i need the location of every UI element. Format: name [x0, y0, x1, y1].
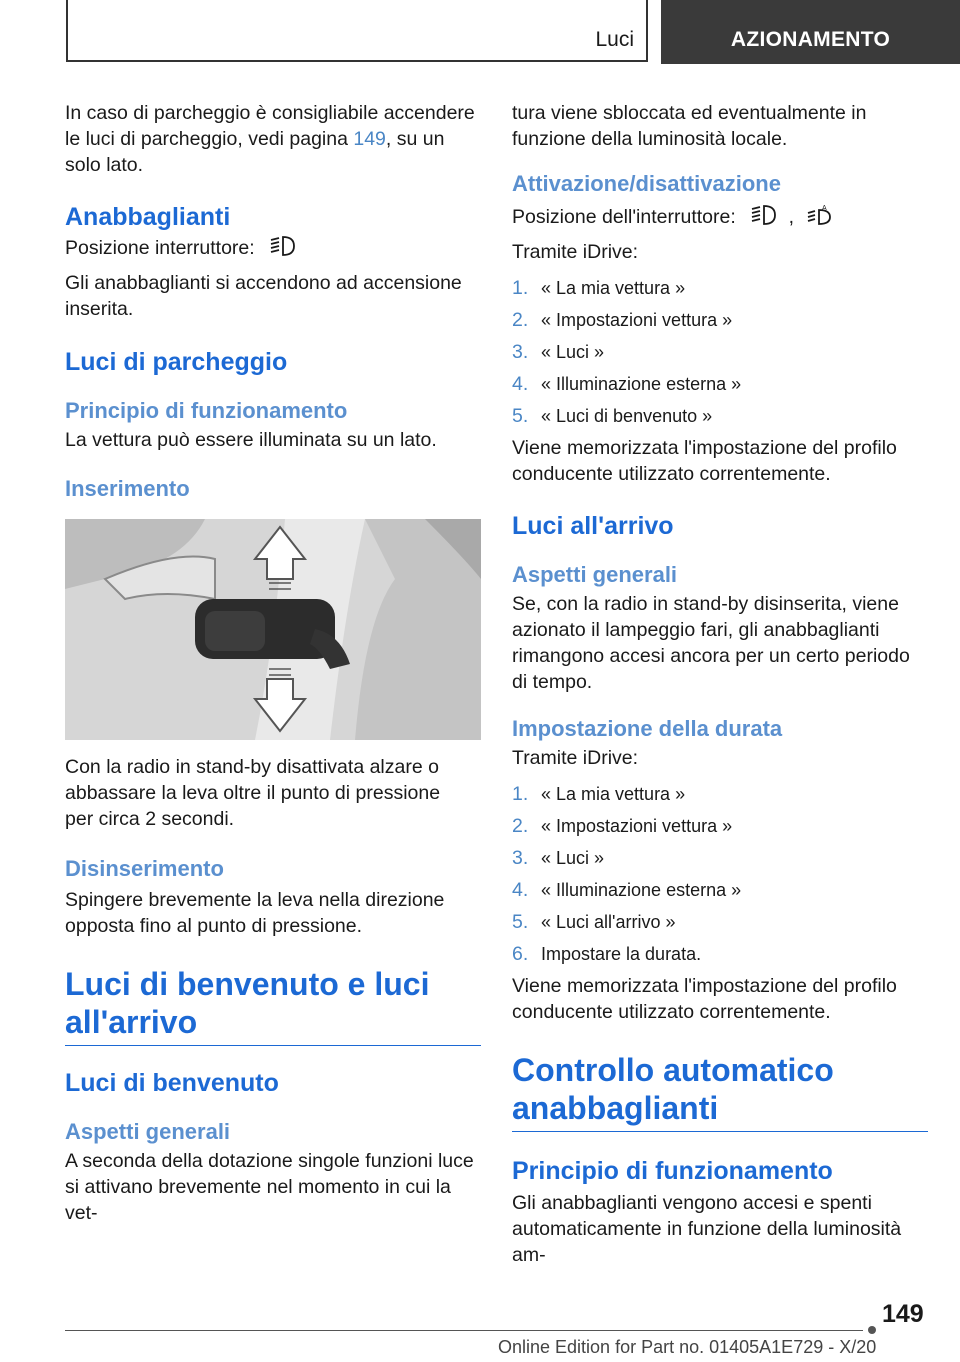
step-number: 1. [512, 783, 529, 805]
idrive-label-2: Tramite iDrive: [512, 747, 639, 769]
steps-list-welcome [512, 275, 928, 429]
heading-parking-lights: Luci di parcheggio [65, 348, 288, 376]
heading-parking-principle: Principio di funzionamento [65, 398, 348, 423]
list-item [512, 371, 928, 397]
step-number: 5. [512, 405, 529, 427]
intro-paragraph [65, 100, 481, 178]
step-number: 2. [512, 815, 529, 837]
footer-dot [868, 1326, 876, 1334]
step-number: 1. [512, 277, 529, 299]
heading-activation: Attivazione/disattivazione [512, 171, 781, 196]
step-text: « Impostazioni vettura » [541, 816, 733, 836]
heading-auto-low-beam: Controllo automatico anabbaglianti [512, 1051, 928, 1132]
step-text: « Illuminazione esterna » [541, 880, 742, 900]
activation-switch-label: Posizione dell'interruttore: [512, 206, 736, 228]
right-column [512, 100, 928, 1268]
heading-duration: Impostazione della durata [512, 716, 783, 741]
step-number: 6. [512, 943, 529, 965]
stored-text-1: Viene memorizzata l'impostazione del profilo conducente utilizzato correntemente. [512, 437, 897, 485]
heading-parking-on: Inserimento [65, 476, 190, 501]
continued-text: tura viene sbloccata ed eventualmente in funzione della luminosità locale. [512, 102, 867, 150]
welcome-text: A seconda della dotazione singole funzioni luce si attivano brevemente nel momento in cui la vet- [65, 1150, 474, 1224]
list-item [512, 781, 928, 807]
step-text: « Illuminazione esterna » [541, 374, 742, 394]
header-section-label: Luci [595, 28, 634, 51]
page-link[interactable]: 149 [353, 128, 386, 150]
footer-edition: Online Edition for Part no. 01405A1E729 - X/20 [498, 1337, 877, 1357]
parking-on-text: Con la radio in stand-by disattivata alzare o abbassare la leva oltre il punto di pressione per circa 2 secondi. [65, 756, 441, 830]
parking-principle-text: La vettura può essere illuminata su un lato. [65, 429, 437, 451]
step-text: « Luci » [541, 848, 605, 868]
switch-separator: , [788, 206, 795, 228]
footer-divider [65, 1330, 863, 1331]
heading-arrival-lights: Luci all'arrivo [512, 512, 674, 540]
stored-text-2: Viene memorizzata l'impostazione del profilo conducente utilizzato correntemente. [512, 975, 897, 1023]
step-number: 5. [512, 911, 529, 933]
step-text: « Luci all'arrivo » [541, 912, 676, 932]
low-beam-switch-label: Posizione interruttore: [65, 237, 255, 259]
step-text: « Luci di benvenuto » [541, 406, 713, 426]
list-item [512, 845, 928, 871]
heading-welcome-lights: Luci di benvenuto e luci all'arrivo [65, 965, 481, 1046]
heading-parking-off: Disinserimento [65, 856, 224, 881]
step-text: « La mia vettura » [541, 784, 686, 804]
intro-tail: , su un solo lato. [65, 128, 445, 176]
list-item [512, 339, 928, 365]
low-beam-switch-line [65, 235, 481, 264]
step-text: « La mia vettura » [541, 278, 686, 298]
list-item [512, 275, 928, 301]
steps-list-arrival [512, 781, 928, 967]
list-item [512, 877, 928, 903]
arrival-text: Se, con la radio in stand-by disinserita, viene azionato il lampeggio fari, gli anabbaglianti rimangono accesi ancora per un certo periodo di tempo. [512, 593, 910, 693]
list-item [512, 813, 928, 839]
list-item [512, 307, 928, 333]
heading-arrival-general: Aspetti generali [512, 562, 678, 587]
low-beam-icon [270, 235, 296, 264]
step-number: 3. [512, 341, 529, 363]
lever-illustration [65, 519, 481, 740]
idrive-label-1: Tramite iDrive: [512, 241, 639, 263]
auto-text: Gli anabbaglianti vengono accesi e spenti automaticamente in funzione della luminosità am- [512, 1192, 902, 1266]
heading-welcome-sub: Luci di benvenuto [65, 1069, 279, 1097]
step-number: 4. [512, 879, 529, 901]
auto-headlight-icon [807, 204, 833, 233]
left-column [65, 100, 481, 1226]
page-number: 149 [882, 1300, 924, 1328]
step-number: 4. [512, 373, 529, 395]
low-beam-icon [751, 204, 777, 233]
svg-text:A: A [822, 205, 828, 212]
header-chapter-tab [661, 0, 960, 64]
step-number: 3. [512, 847, 529, 869]
header-section-tab [66, 0, 648, 62]
heading-low-beam: Anabbaglianti [65, 203, 231, 231]
low-beam-text: Gli anabbaglianti si accendono ad accensione inserita. [65, 272, 462, 320]
activation-switch-line [512, 204, 928, 233]
step-text: « Impostazioni vettura » [541, 310, 733, 330]
list-item [512, 403, 928, 429]
step-text: Impostare la durata. [541, 944, 702, 964]
heading-auto-principle: Principio di funzionamento [512, 1157, 833, 1185]
list-item [512, 941, 928, 967]
step-text: « Luci » [541, 342, 605, 362]
intro-text: In caso di parcheggio è consigliabile accendere le luci di parcheggio, vedi pagina [65, 102, 475, 150]
header-chapter-label: AZIONAMENTO [730, 28, 891, 51]
heading-welcome-general: Aspetti generali [65, 1119, 231, 1144]
step-number: 2. [512, 309, 529, 331]
parking-off-text: Spingere brevemente la leva nella direzione opposta fino al punto di pressione. [65, 889, 445, 937]
list-item [512, 909, 928, 935]
